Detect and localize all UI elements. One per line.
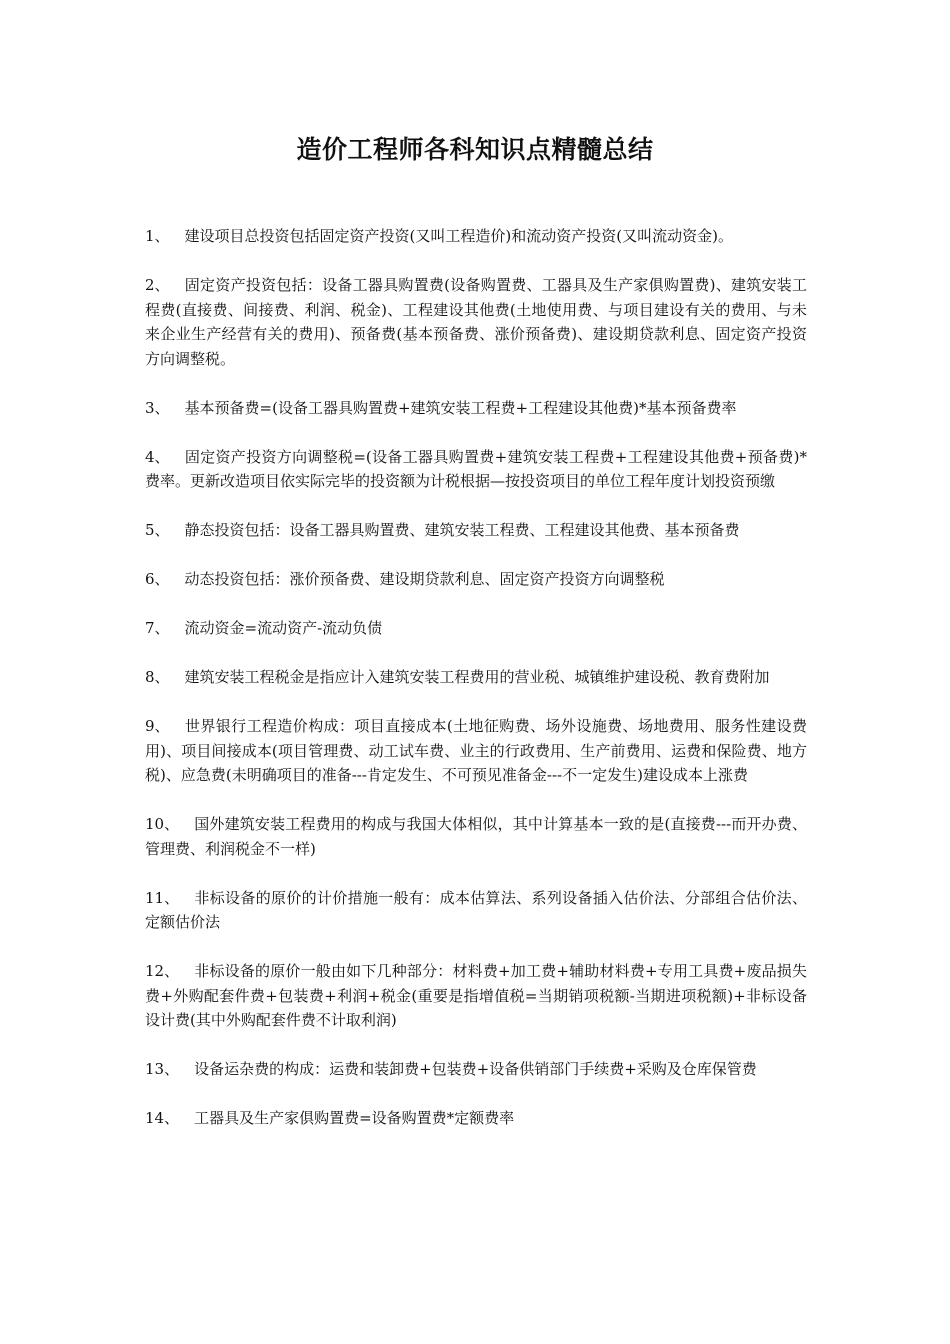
list-item xyxy=(145,1106,807,1131)
list-item xyxy=(145,616,807,641)
item-text: 建筑安装工程税金是指应计入建筑安装工程费用的营业税、城镇维护建设税、教育费附加 xyxy=(184,668,770,686)
item-number: 12、 xyxy=(145,962,180,980)
list-item xyxy=(145,812,807,861)
item-number: 4、 xyxy=(145,447,170,466)
item-number: 13、 xyxy=(145,1060,180,1078)
list-item xyxy=(145,1057,807,1082)
item-number: 14、 xyxy=(145,1109,180,1127)
item-text: 设备运杂费的构成：运费和装卸费+包装费+设备供销部门手续费+采购及仓库保管费 xyxy=(194,1060,757,1078)
list-item xyxy=(145,665,807,690)
list-item xyxy=(145,567,807,592)
item-text: 动态投资包括：涨价预备费、建设期贷款利息、固定资产投资方向调整税 xyxy=(184,570,665,588)
item-text: 固定资产投资方向调整税=(设备工器具购置费+建筑安装工程费+工程建设其他费+预备费)*费率。更新改造项目依实际完毕的投资额为计税根据—按投资项目的单位工程年度计划投资预缴 xyxy=(145,447,807,490)
item-number: 7、 xyxy=(145,619,170,637)
item-number: 9、 xyxy=(145,717,170,735)
list-item xyxy=(145,714,807,788)
list-item xyxy=(145,224,807,249)
item-number: 1、 xyxy=(145,227,170,245)
item-text: 建设项目总投资包括固定资产投资(又叫工程造价)和流动资产投资(又叫流动资金)。 xyxy=(184,227,733,245)
document-title: 造价工程师各科知识点精髓总结 xyxy=(296,135,654,164)
item-number: 11、 xyxy=(145,888,180,907)
item-number: 3、 xyxy=(145,398,170,417)
list-item xyxy=(145,445,807,494)
item-number: 5、 xyxy=(145,521,170,539)
item-text: 世界银行工程造价构成：项目直接成本(土地征购费、场外设施费、场地费用、服务性建设费用)、项目间接成本(项目管理费、动工试车费、业主的行政费用、生产前费用、运费和保险费、地方税)、应急费(未明确项目的准备---肯定发生、不可预见准备金---不一定发生)建设成本上涨费 xyxy=(145,717,807,784)
list-item xyxy=(145,959,807,1033)
item-text: 非标设备的原价的计价措施一般有：成本估算法、系列设备插入估价法、分部组合估价法、定额估价法 xyxy=(145,888,807,931)
item-text: 固定资产投资包括：设备工器具购置费(设备购置费、工器具及生产家俱购置费)、建筑安装工程费(直接费、间接费、利润、税金)、工程建设其他费(土地使用费、与项目建设有关的费用、与未来企业生产经营有关的费用)、预备费(基本预备费、涨价预备费)、建设期贷款利息、固定资产投资方向调整税。 xyxy=(145,276,807,368)
item-text: 基本预备费=(设备工器具购置费+建筑安装工程费+工程建设其他费)*基本预备费率 xyxy=(184,398,737,417)
item-text: 工器具及生产家俱购置费=设备购置费*定额费率 xyxy=(194,1109,515,1127)
item-number: 10、 xyxy=(145,815,180,833)
knowledge-point-list xyxy=(145,224,807,1155)
item-number: 6、 xyxy=(145,570,170,588)
item-text: 静态投资包括：设备工器具购置费、建筑安装工程费、工程建设其他费、基本预备费 xyxy=(184,521,740,539)
item-text: 非标设备的原价一般由如下几种部分：材料费+加工费+辅助材料费+专用工具费+废品损失费+外购配套件费+包装费+利润+税金(重要是指增值税=当期销项税额-当期进项税额)+非标设备设计费(其中外购配套件费不计取利润) xyxy=(145,962,807,1029)
list-item xyxy=(145,273,807,371)
item-number: 8、 xyxy=(145,668,170,686)
list-item xyxy=(145,886,807,935)
item-number: 2、 xyxy=(145,276,170,294)
list-item xyxy=(145,518,807,543)
item-text: 流动资金=流动资产-流动负债 xyxy=(184,619,383,637)
item-text: 国外建筑安装工程费用的构成与我国大体相似，其中计算基本一致的是(直接费---而开办费、管理费、利润税金不一样) xyxy=(145,815,807,858)
list-item xyxy=(145,396,807,421)
